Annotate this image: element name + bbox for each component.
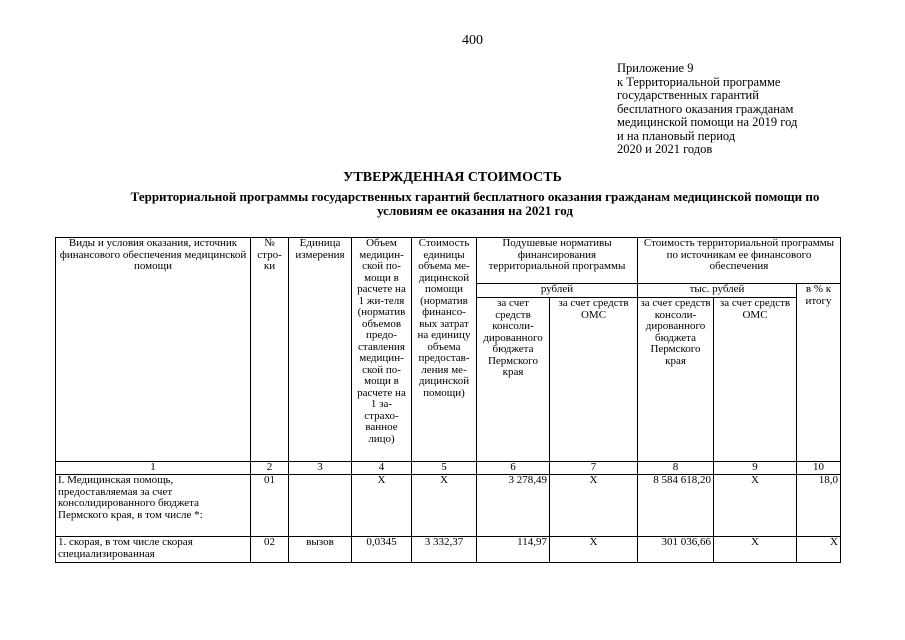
- row-total-oms: Х: [714, 537, 797, 563]
- row-percent: Х: [797, 537, 841, 563]
- row-name: I. Медицинская помощь, предоставляемая за счет консолидированного бюджета Пермского края, в том числе *:: [56, 475, 251, 537]
- row-per-capita-oms: Х: [550, 475, 638, 537]
- row-number: 01: [251, 475, 289, 537]
- row-volume: Х: [352, 475, 412, 537]
- column-number: 3: [289, 462, 352, 475]
- column-number: 10: [797, 462, 841, 475]
- header-rubles: рублей: [477, 284, 638, 298]
- row-name: 1. скорая, в том числе скорая специализированная: [56, 537, 251, 563]
- row-unit: вызов: [289, 537, 352, 563]
- row-total-budget: 301 036,66: [638, 537, 714, 563]
- cost-table: [55, 237, 841, 563]
- page-number: 400: [462, 33, 483, 48]
- row-percent: 18,0: [797, 475, 841, 537]
- header-oms-funds-total: за счет средств ОМС: [714, 298, 797, 462]
- header-cost: Стоимость единицы объема ме-дицинской помощи (норматив финансо-вых затрат на единицу объема предостав-ления ме-дицинской помощи): [412, 238, 477, 462]
- column-number: 6: [477, 462, 550, 475]
- header-consolidated-budget: за счет средств консоли-дированного бюджета Пермского края: [477, 298, 550, 462]
- column-number: 2: [251, 462, 289, 475]
- header-row-no: № стро-ки: [251, 238, 289, 462]
- document-subtitle: Территориальной программы государственных гарантий бесплатного оказания гражданам медицинской помощи по условиям ее оказания на 2021 год: [130, 189, 820, 218]
- column-number: 4: [352, 462, 412, 475]
- row-cost: Х: [412, 475, 477, 537]
- column-number: 7: [550, 462, 638, 475]
- column-number-row: [56, 462, 841, 475]
- header-unit: Единица измерения: [289, 238, 352, 462]
- header-oms-funds: за счет средств ОМС: [550, 298, 638, 462]
- header-volume: Объем медицин-ской по-мощи в расчете на 1 жи-теля (норматив объемов предо-ставления медицин-ской по-мощи в расчете на 1 за-страхо-ванное лицо): [352, 238, 412, 462]
- appendix-line: к Территориальной программе: [617, 74, 781, 89]
- row-volume: 0,0345: [352, 537, 412, 563]
- column-number: 1: [56, 462, 251, 475]
- table-row: [56, 537, 841, 563]
- appendix-line: государственных гарантий: [617, 88, 759, 102]
- appendix-line: бесплатного оказания гражданам: [617, 101, 794, 116]
- appendix-line: и на плановый период: [617, 128, 736, 143]
- column-number: 8: [638, 462, 714, 475]
- row-number: 02: [251, 537, 289, 563]
- row-per-capita-budget: 3 278,49: [477, 475, 550, 537]
- row-total-oms: Х: [714, 475, 797, 537]
- appendix-line: Приложение 9: [617, 61, 694, 75]
- header-types: Виды и условия оказания, источник финансового обеспечения медицинской помощи: [56, 238, 251, 462]
- row-per-capita-budget: 114,97: [477, 537, 550, 563]
- header-percent: в % к итогу: [797, 284, 841, 462]
- column-number: 9: [714, 462, 797, 475]
- row-unit: [289, 475, 352, 537]
- header-per-capita: Подушевые нормативы финансирования территориальной программы: [477, 238, 638, 284]
- appendix-block: [617, 62, 797, 157]
- header-consolidated-budget-total: за счет средств консоли-дированного бюджета Пермского края: [638, 298, 714, 462]
- header-thousand-rubles: тыс. рублей: [638, 284, 797, 298]
- table-row: [56, 475, 841, 537]
- header-cost-total: Стоимость территориальной программы по источникам ее финансового обеспечения: [638, 238, 841, 284]
- document-title: УТВЕРЖДЕННАЯ СТОИМОСТЬ: [343, 170, 562, 185]
- row-per-capita-oms: Х: [550, 537, 638, 563]
- row-cost: 3 332,37: [412, 537, 477, 563]
- appendix-line: медицинской помощи на 2019 год: [617, 115, 798, 129]
- row-total-budget: 8 584 618,20: [638, 475, 714, 537]
- column-number: 5: [412, 462, 477, 475]
- appendix-line: 2020 и 2021 годов: [617, 142, 713, 156]
